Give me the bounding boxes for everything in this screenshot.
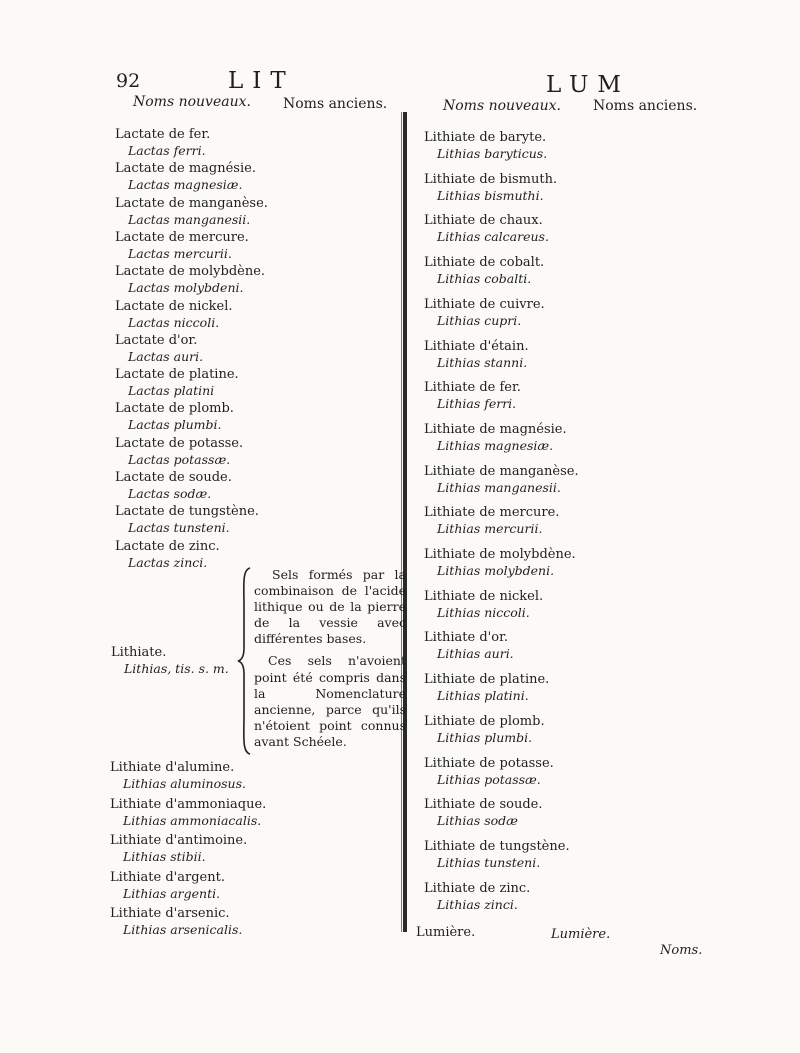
list-item [110, 797, 266, 829]
left-head-old: Noms anciens. [283, 96, 388, 112]
entry-french: Lactate de molybdène. [115, 264, 266, 280]
entry-latin: Lithias ferri. [437, 396, 517, 412]
list-item [424, 464, 579, 496]
list-item [115, 539, 220, 571]
entry-french: Lactate de mercure. [115, 229, 249, 245]
entry-latin: Lithias calcareus. [437, 229, 549, 245]
entry-latin: Lactas platini [128, 383, 215, 399]
catchword: Noms. [660, 943, 703, 958]
list-item [110, 906, 242, 938]
entry-latin: Lithias platini. [437, 688, 529, 704]
list-item [424, 505, 559, 537]
list-item [115, 367, 239, 399]
entry-french: Lithiate de manganèse. [424, 463, 579, 479]
note-paragraph-1: Sels formés par la combinaison de l'acide lithique ou de la pierre de la vessie avec différentes bases. [254, 567, 406, 647]
list-item [424, 839, 570, 871]
entry-french: Lithiate de bismuth. [424, 171, 558, 187]
lumiere-old: Lumière. [551, 927, 611, 942]
entry-french: Lithiate d'alumine. [110, 760, 235, 775]
entry-latin: Lithias tunsteni. [437, 854, 541, 870]
list-item [115, 161, 256, 193]
list-item [424, 881, 530, 913]
list-item [115, 299, 233, 331]
page-number: 92 [116, 70, 141, 92]
entry-latin: Lactas sodæ. [128, 486, 212, 501]
list-item [424, 422, 567, 454]
entry-french: Lithiate d'étain. [424, 338, 529, 354]
entry-french: Lithiate de molybdène. [424, 547, 576, 562]
entry-french: Lactate de plomb. [115, 401, 234, 417]
entry-latin: Lactas potassæ. [128, 451, 231, 467]
entry-french: Lithiate de cobalt. [424, 255, 545, 271]
lithiate-note [254, 567, 406, 750]
running-head-right: LUM [546, 72, 630, 98]
entry-latin: Lactas niccoli. [128, 314, 220, 330]
entry-latin: Lithias baryticus. [437, 146, 548, 161]
entry-latin: Lithias bismuthi. [437, 187, 544, 203]
entry-french: Lithiate de platine. [424, 672, 550, 688]
entry-french: Lactate de fer. [115, 127, 211, 142]
running-head-left: LIT [228, 68, 295, 94]
list-item [424, 339, 529, 371]
list-item [110, 870, 225, 902]
right-head-old: Noms anciens. [593, 98, 698, 114]
entry-latin: Lithias ammoniacalis. [123, 812, 262, 828]
left-head-new: Noms nouveaux. [133, 94, 251, 110]
entry-french: Lithiate de tungstène. [424, 838, 570, 854]
entry-latin: Lactas ferri. [128, 143, 206, 158]
entry-latin: Lithias aluminosus. [123, 776, 246, 791]
entry-latin: Lithias sodæ [437, 813, 518, 829]
entry-latin: Lithias potassæ. [437, 771, 541, 787]
entry-latin: Lithias molybdeni. [437, 563, 555, 578]
entry-french: Lactate de tungstène. [115, 504, 259, 520]
list-item [110, 760, 246, 792]
entry-french: Lithiate de chaux. [424, 213, 543, 229]
list-item [115, 264, 265, 296]
list-item [424, 672, 549, 704]
entry-latin: Lithias mercurii. [437, 521, 543, 537]
list-item [424, 756, 554, 788]
entry-french: Lactate de potasse. [115, 435, 244, 451]
entry-latin: Lactas zinci. [128, 554, 208, 570]
entry-latin: Lithias plumbi. [437, 729, 533, 745]
entry-french: Lactate de magnésie. [115, 161, 256, 177]
list-item [424, 130, 547, 162]
list-item [424, 213, 549, 245]
list-item [424, 297, 545, 329]
entry-latin: Lithias arsenicalis. [123, 922, 243, 937]
list-item [424, 589, 543, 621]
entry-french: Lithiate de soude. [424, 797, 543, 813]
entry-french: Lithiate d'antimoine. [110, 833, 248, 848]
entry-french: Lithiate de nickel. [424, 588, 544, 604]
entry-french: Lithiate de fer. [424, 380, 521, 396]
entry-french: Lithiate d'or. [424, 630, 508, 646]
lumiere-new: Lumière. [416, 925, 476, 940]
list-item [424, 714, 545, 746]
entry-french: Lithiate de zinc. [424, 880, 531, 896]
list-item [424, 547, 576, 579]
entry-latin: Lactas molybdeni. [128, 280, 244, 296]
column-rule [403, 112, 407, 932]
entry-french: Lithiate de mercure. [424, 505, 560, 521]
entry-latin: Lithias stanni. [437, 354, 528, 370]
entry-latin: Lithias, tis. s. m. [124, 661, 229, 676]
list-item [424, 630, 514, 662]
list-item [110, 833, 247, 865]
entry-french: Lithiate de cuivre. [424, 296, 545, 312]
entry-french: Lactate de platine. [115, 367, 239, 383]
entry-latin: Lactas mercurii. [128, 245, 232, 261]
list-item [115, 230, 249, 262]
list-item [424, 380, 521, 412]
entry-french: Lithiate de magnésie. [424, 421, 567, 437]
entry-latin: Lactas manganesii. [128, 211, 251, 227]
entry-latin: Lithias manganesii. [437, 479, 561, 495]
list-item [115, 436, 243, 468]
list-item [424, 797, 543, 829]
entry-french: Lactate de soude. [115, 470, 232, 485]
entry-french: Lithiate d'arsenic. [110, 906, 230, 921]
entry-french: Lactate d'or. [115, 332, 198, 348]
list-item [115, 470, 232, 502]
note-paragraph-2: Ces sels n'avoient point été compris dans la Nomenclature ancienne, parce qu'ils n'étoient point connus avant Schéele. [254, 653, 406, 749]
list-item [115, 196, 268, 228]
list-item [115, 127, 210, 159]
entry-latin: Lithias zinci. [437, 896, 518, 912]
entry-french: Lithiate d'argent. [110, 869, 225, 885]
entry-french: Lactate de manganèse. [115, 195, 268, 211]
entry-latin: Lithias auri. [437, 646, 514, 662]
column-rule-thin [401, 112, 402, 932]
list-item [115, 504, 259, 536]
entry-french: Lithiate de potasse. [424, 755, 554, 771]
entry-latin: Lactas tunsteni. [128, 520, 230, 536]
entry-french: Lithiate. [111, 645, 167, 660]
entry-latin: Lithias magnesiæ. [437, 437, 554, 453]
entry-french: Lithiate de plomb. [424, 713, 545, 729]
lithiate-entry [111, 645, 229, 677]
entry-latin: Lithias cobalti. [437, 271, 532, 287]
entry-latin: Lactas auri. [128, 348, 204, 364]
list-item [115, 333, 203, 365]
entry-french: Lactate de nickel. [115, 298, 233, 314]
entry-french: Lithiate d'ammoniaque. [110, 796, 267, 812]
entry-latin: Lithias niccoli. [437, 604, 530, 620]
list-item [424, 255, 544, 287]
entry-latin: Lithias stibii. [123, 849, 206, 864]
list-item [115, 401, 234, 433]
entry-latin: Lithias argenti. [123, 885, 221, 901]
entry-french: Lithiate de baryte. [424, 130, 547, 145]
entry-french: Lactate de zinc. [115, 538, 220, 554]
list-item [424, 172, 557, 204]
entry-latin: Lithias cupri. [437, 312, 522, 328]
entry-latin: Lactas magnesiæ. [128, 177, 243, 193]
entry-latin: Lactas plumbi. [128, 417, 222, 433]
right-head-new: Noms nouveaux. [443, 98, 561, 114]
